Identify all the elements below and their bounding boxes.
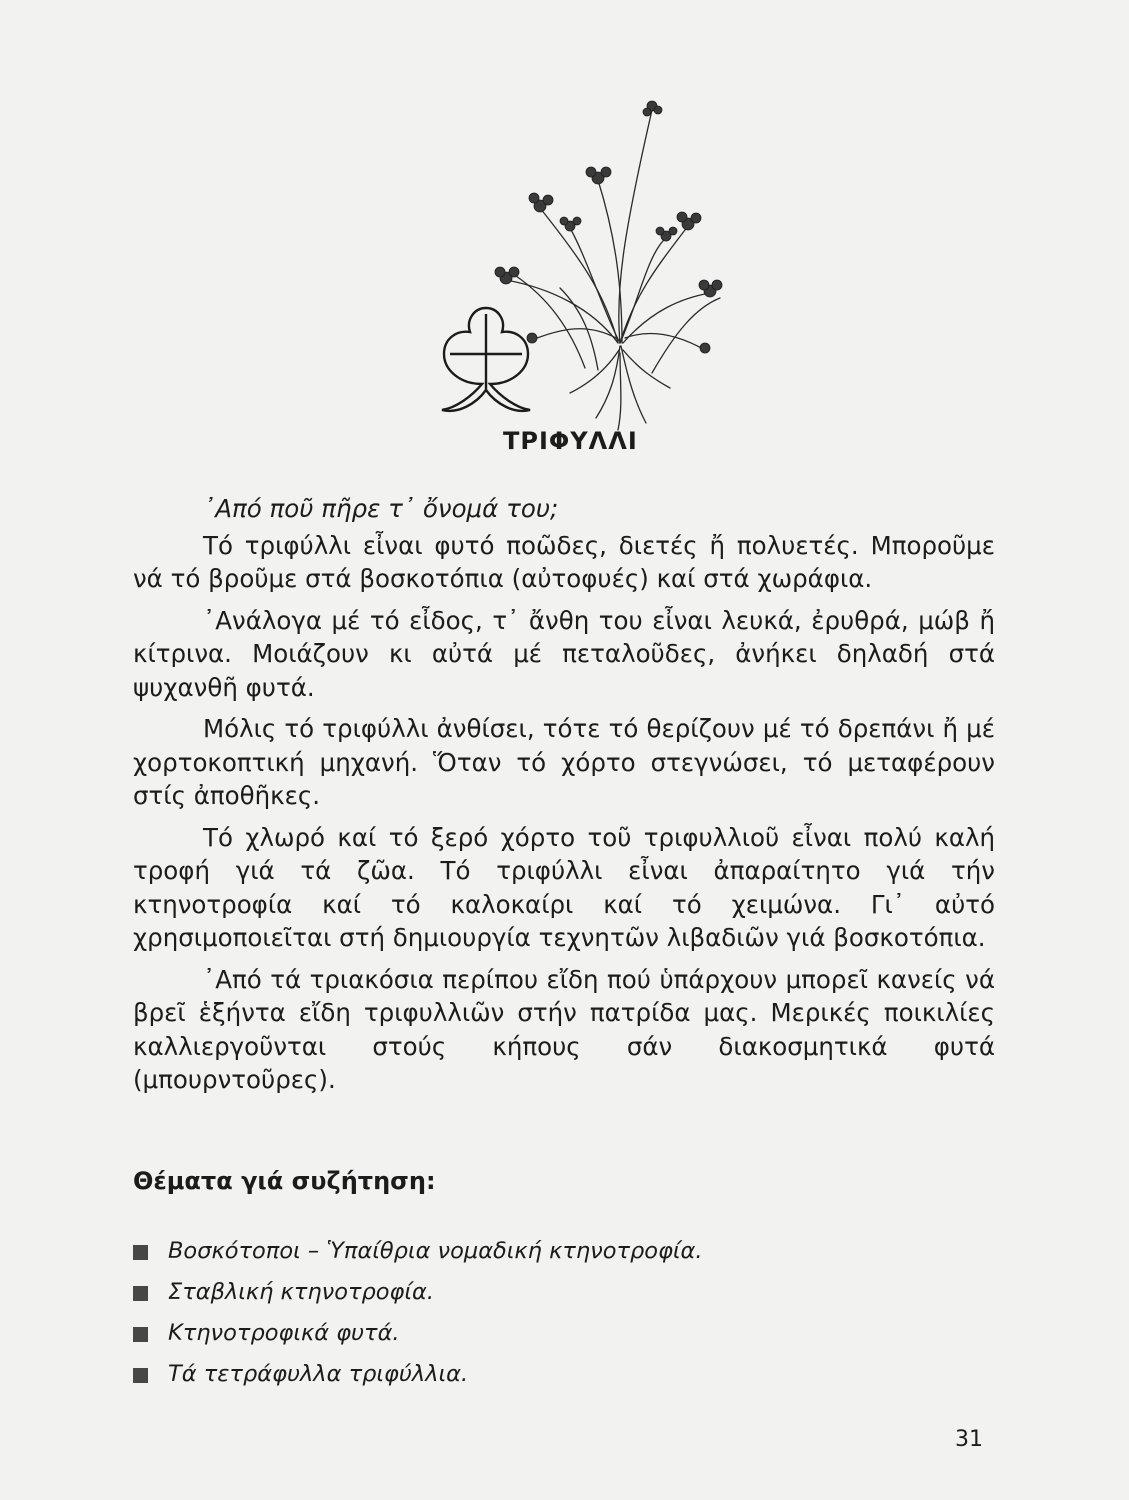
list-item	[133, 1238, 893, 1279]
discussion-topics-list	[133, 1238, 893, 1402]
topic-text: Κτηνοτροφικά φυτά.	[168, 1320, 400, 1346]
topic-text: Τά τετράφυλλα τριφύλλια.	[168, 1361, 469, 1387]
intro-question: ᾿Από ποῦ πῆρε τ᾿ ὄνομά του;	[203, 494, 559, 523]
list-item	[133, 1279, 893, 1320]
paragraph: Μόλις τό τριφύλλι ἀνθίσει, τότε τό θερίζουν μέ τό δρεπάνι ἤ μέ χορτοκοπτική μηχανή. Ὅταν τό χόρτο στεγνώσει, τό μεταφέρουν στίς ἀποθῆκες.	[133, 714, 995, 810]
list-item	[133, 1320, 893, 1361]
list-item	[133, 1361, 893, 1402]
page-number: 31	[955, 1427, 983, 1452]
square-bullet-icon	[133, 1286, 148, 1301]
square-bullet-icon	[133, 1327, 148, 1342]
square-bullet-icon	[133, 1245, 148, 1260]
body-text	[133, 492, 995, 1097]
paragraph: ᾿Ανάλογα μέ τό εἶδος, τ᾿ ἄνθη του εἶναι λευκά, ἐρυθρά, μώβ ἤ κίτρινα. Μοιάζουν κι αὐτά μέ πεταλοῦδες, ἀνήκει δηλαδή στά ψυχανθῆ φυτά.	[133, 605, 995, 702]
topic-text: Σταβλική κτηνοτροφία.	[168, 1279, 434, 1305]
discussion-title: Θέματα γιά συζήτηση:	[133, 1167, 436, 1195]
square-bullet-icon	[133, 1368, 148, 1383]
clover-leaf-emblem	[442, 308, 530, 411]
paragraph: Τό χλωρό καί τό ξερό χόρτο τοῦ τριφυλλιοῦ εἶναι πολύ καλή τροφή γιά τά ζῶα. Τό τριφύλλι εἶναι ἀπαραίτητο γιά τήν κτηνοτροφία καί τό καλοκαίρι καί τό χειμώνα. Γι᾿ αὐτό χρησιμοποιεῖται στή δημιουργία τεχνητῶν λιβαδιῶν γιά βοσκοτόπια.	[133, 822, 995, 952]
page-title: ΤΡΙΦΥΛΛΙ	[503, 427, 638, 455]
clover-plant-illustration	[420, 88, 740, 433]
paragraph: Τό τριφύλλι εἶναι φυτό ποῶδες, διετές ἤ πολυετές. Μποροῦμε νά τό βροῦμε στά βοσκοτόπια (αὐτοφυές) καί στά χωράφια.	[133, 530, 995, 593]
topic-text: Βοσκότοποι – Ὑπαίθρια νομαδική κτηνοτροφία.	[168, 1238, 703, 1264]
paragraph: ᾿Από τά τριακόσια περίπου εἴδη πού ὑπάρχουν μπορεῖ κανείς νά βρεῖ ἑξήντα εἴδη τριφυλλιῶν στήν πατρίδα μας. Μερικές ποικιλίες καλλιεργοῦνται στούς κήπους σάν διακοσμητικά φυτά (μπουρντοῦρες).	[133, 964, 995, 1094]
